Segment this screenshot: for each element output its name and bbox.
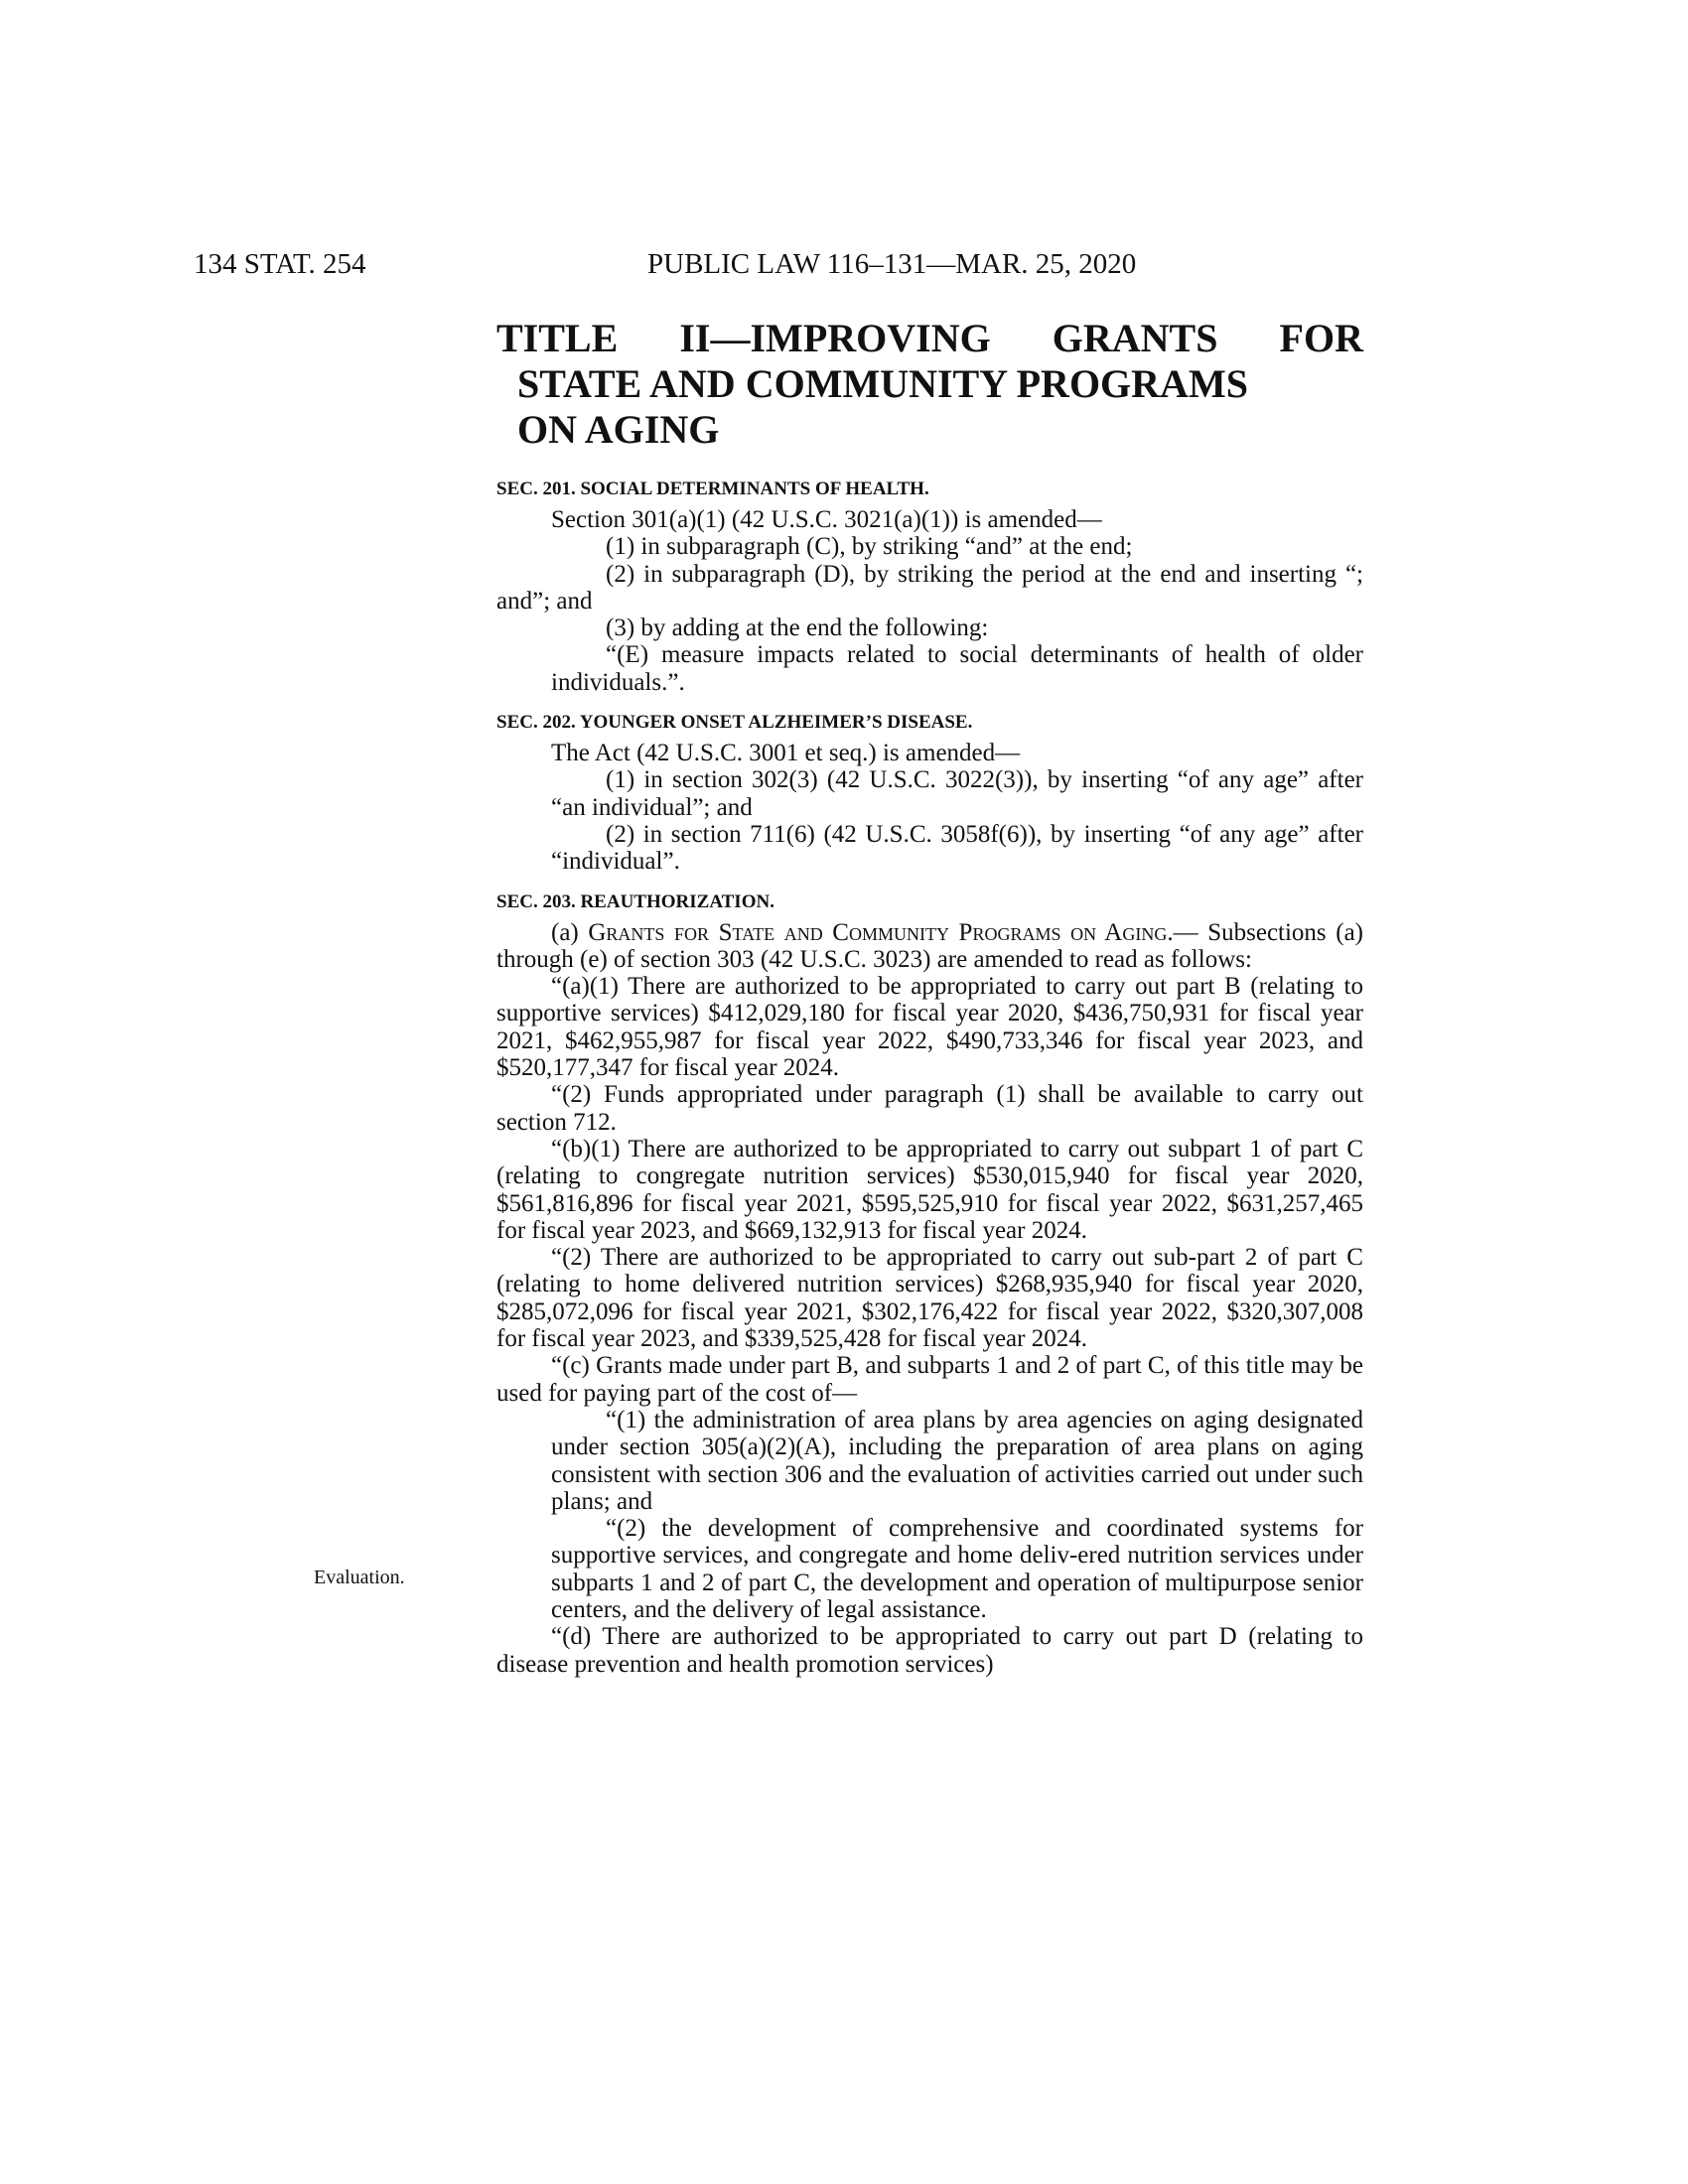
paragraph-c: “(c) Grants made under part B, and subparts 1 and 2 of part C, of this title may be used for paying part of the cost of— [496, 1352, 1363, 1407]
title-line-3: ON AGING [517, 407, 720, 452]
paragraph-a2: “(2) Funds appropriated under paragraph (1) shall be available to carry out section 712. [496, 1081, 1363, 1136]
section-202-item-2: (2) in section 711(6) (42 U.S.C. 3058f(6)), by inserting “of any age” after “individual”. [551, 820, 1363, 876]
paragraph-b2: “(2) There are authorized to be appropriated to carry out sub-part 2 of part C (relating to home delivered nutrition services) $268,935,940 for fiscal year 2020, $285,072,096 for fiscal year 2021, $302,176,422 for fiscal year 2022, $320,307,008 for fiscal year 2023, and $339,525,428 for fiscal year 2024. [496, 1244, 1363, 1353]
section-203-heading: SEC. 203. REAUTHORIZATION. [496, 890, 774, 912]
public-law-citation: PUBLIC LAW 116–131—MAR. 25, 2020 [647, 248, 1137, 280]
margin-note-evaluation: Evaluation. [314, 1567, 405, 1588]
paragraph-c2: “(2) the development of comprehensive and coordinated systems for supportive services, and congregate and home deliv-ered nutrition services under subparts 1 and 2 of part C, the development and operation of multipurpose senior centers, and the delivery of legal assistance. [551, 1515, 1363, 1623]
section-201-item-1: (1) in subparagraph (C), by striking “and” at the end; [606, 533, 1133, 561]
section-201-item-3: (3) by adding at the end the following: [606, 614, 989, 642]
section-202-intro: The Act (42 U.S.C. 3001 et seq.) is amended— [551, 740, 1021, 767]
subsection-label: (a) [551, 918, 579, 946]
subsection-heading: Grants for State and Community Programs on Aging.— [588, 918, 1198, 946]
section-201-heading: SEC. 201. SOCIAL DETERMINANTS OF HEALTH. [496, 478, 929, 499]
subsection-text: Subsections (a) through (e) of section 303 (42 U.S.C. 3023) are amended to read as follows: [496, 918, 1364, 973]
title-word: II—IMPROVING [679, 316, 991, 360]
paragraph-c1: “(1) the administration of area plans by area agencies on aging designated under section 305(a)(2)(A), including the preparation of area plans on aging consistent with section 306 and the evaluation of activities carried out under such plans; and [551, 1406, 1363, 1515]
section-201-item-2: (2) in subparagraph (D), by striking the period at the end and inserting “; and”; and [496, 560, 1363, 614]
title-word: GRANTS [1052, 316, 1218, 360]
paragraph-d: “(d) There are authorized to be appropriated to carry out part D (relating to disease prevention and health promotion services) [496, 1623, 1363, 1678]
title-word: TITLE [496, 316, 619, 360]
section-202-item-1: (1) in section 302(3) (42 U.S.C. 3022(3)), by inserting “of any age” after “an individual”; and [551, 766, 1363, 821]
paragraph-b1: “(b)(1) There are authorized to be appropriated to carry out subpart 1 of part C (relating to congregate nutrition services) $530,015,940 for fiscal year 2020, $561,816,896 for fiscal year 2021, $595,525,910 for fiscal year 2022, $631,257,465 for fiscal year 2023, and $669,132,913 for fiscal year 2024. [496, 1135, 1363, 1244]
section-202-heading: SEC. 202. YOUNGER ONSET ALZHEIMER’S DISEASE. [496, 712, 973, 734]
title-heading [496, 316, 1363, 453]
section-203-subsection-a [496, 919, 1363, 974]
section-201-intro: Section 301(a)(1) (42 U.S.C. 3021(a)(1)) is amended— [551, 506, 1102, 533]
title-line-1 [496, 316, 1363, 361]
title-word: FOR [1279, 316, 1363, 360]
document-body [496, 477, 1363, 1678]
section-201-inserted-text: “(E) measure impacts related to social determinants of health of older individuals.”. [551, 641, 1363, 696]
paragraph-a1: “(a)(1) There are authorized to be appropriated to carry out part B (relating to supportive services) $412,029,180 for fiscal year 2020, $436,750,931 for fiscal year 2021, $462,955,987 for fiscal year 2022, $490,733,346 for fiscal year 2023, and $520,177,347 for fiscal year 2024. [496, 973, 1363, 1082]
running-header [0, 248, 1688, 288]
stat-page-number: 134 STAT. 254 [194, 248, 366, 280]
title-line-2: STATE AND COMMUNITY PROGRAMS [517, 361, 1248, 406]
